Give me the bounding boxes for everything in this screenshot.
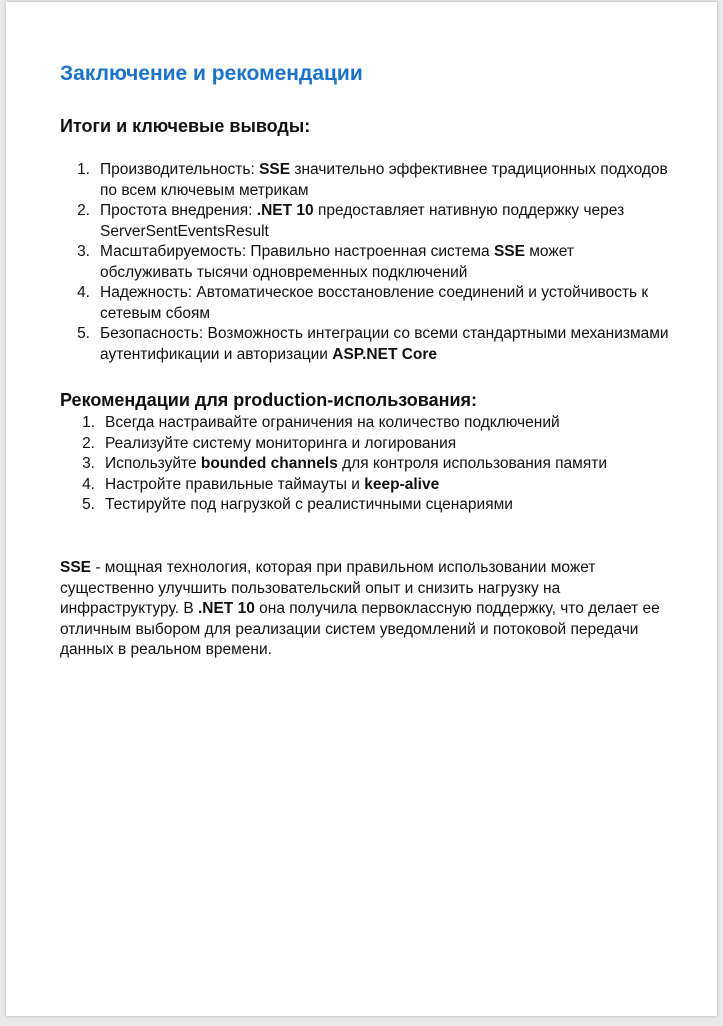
summary-list xyxy=(60,160,670,365)
recommendation-item xyxy=(60,475,670,496)
summary-item xyxy=(60,283,670,324)
summary-item-emphasis: ASP.NET Core xyxy=(332,345,438,363)
summary-item-text-end: предоставляет нативную поддержку через ServerSentEventsResult xyxy=(100,202,625,240)
summary-item-text: Простота внедрения: xyxy=(100,202,257,219)
summary-item-number: 1. xyxy=(77,161,90,178)
recommendation-item-number: 4. xyxy=(82,475,95,493)
recommendation-item-text: Всегда настраивайте ограничения на количество подключений xyxy=(105,414,560,431)
conclusion-emphasis-sse: SSE xyxy=(60,559,92,576)
document-page xyxy=(6,2,717,1016)
recommendation-item-text: Используйте xyxy=(105,455,201,472)
conclusion-emphasis-dotnet: .NET 10 xyxy=(197,600,255,617)
summary-item-number: 5. xyxy=(77,325,90,342)
recommendation-item-emphasis: keep-alive xyxy=(364,475,440,493)
summary-item xyxy=(60,160,670,201)
recommendation-item-text: Реализуйте систему мониторинга и логирования xyxy=(105,434,457,452)
summary-item-text: Масштабируемость: Правильно настроенная система xyxy=(100,243,494,260)
summary-item-number: 2. xyxy=(77,202,90,219)
recommendations-heading: Рекомендации для production-использования: xyxy=(60,390,478,410)
conclusion-paragraph xyxy=(60,558,660,661)
recommendation-item-number: 3. xyxy=(82,455,95,472)
summary-item-text: Производительность: xyxy=(100,161,260,178)
summary-item-emphasis: .NET 10 xyxy=(256,202,314,219)
recommendations-list xyxy=(60,413,670,516)
summary-item-text: Безопасность: Возможность интеграции со всеми стандартными механизмами аутентификации и авторизации xyxy=(100,325,669,363)
summary-item-emphasis: SSE xyxy=(259,161,291,178)
summary-item-text: Надежность: Автоматическое восстановление соединений и устойчивость к сетевым сбоям xyxy=(100,284,649,322)
recommendation-item-emphasis: bounded channels xyxy=(200,455,338,472)
summary-heading: Итоги и ключевые выводы: xyxy=(60,116,311,136)
recommendation-item-text-end: для контроля использования памяти xyxy=(337,455,607,472)
conclusion-text: - мощная технология, которая при правильном использовании может существенно улучшить пользовательский опыт и снизить нагрузку на инфраструктуру. В xyxy=(60,559,596,617)
summary-item-emphasis: SSE xyxy=(493,243,525,260)
page-title: Заключение и рекомендации xyxy=(60,62,363,85)
summary-item-number: 3. xyxy=(77,243,90,260)
summary-item-text-end: может обслуживать тысячи одновременных подключений xyxy=(100,243,574,281)
recommendation-item-number: 2. xyxy=(82,434,95,452)
summary-item-number: 4. xyxy=(77,284,90,301)
recommendation-item xyxy=(60,434,670,455)
recommendation-item xyxy=(60,454,670,475)
recommendation-item-text: Тестируйте под нагрузкой с реалистичными сценариями xyxy=(105,496,513,513)
recommendation-item-number: 1. xyxy=(82,414,95,431)
summary-item xyxy=(60,242,670,283)
conclusion-text-end: она получила первоклассную поддержку, что делает ее отличным выбором для реализации систем уведомлений и потоковой передачи данных в реальном времени. xyxy=(60,600,660,658)
recommendation-item xyxy=(60,495,670,516)
recommendation-item xyxy=(60,413,670,434)
summary-item xyxy=(60,324,670,365)
recommendation-item-number: 5. xyxy=(82,496,95,513)
summary-item xyxy=(60,201,670,242)
summary-item-text-end: значительно эффективнее традиционных подходов по всем ключевым метрикам xyxy=(100,161,668,199)
recommendation-item-text: Настройте правильные таймауты и xyxy=(105,475,365,493)
